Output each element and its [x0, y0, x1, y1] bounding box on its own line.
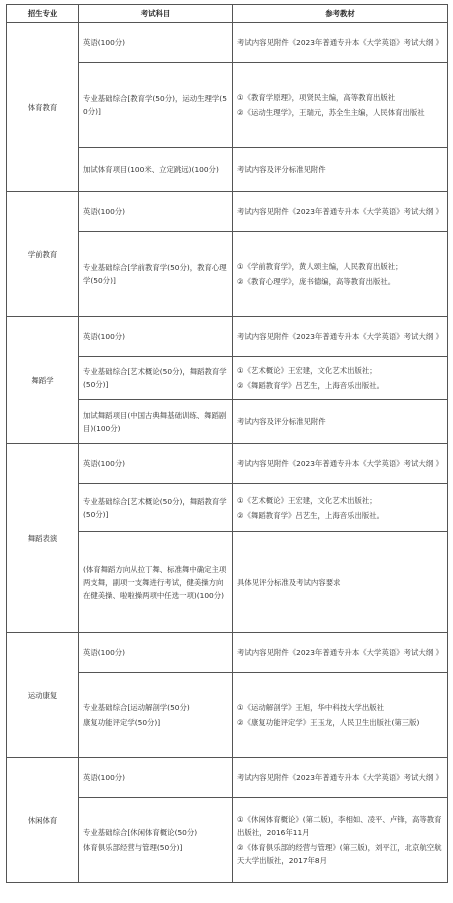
subject-cell — [79, 484, 233, 532]
material-line: 考试内容见附件《2023年普通专升本《大学英语》考试大纲 》 — [237, 648, 443, 657]
material-line: ①《学前教育学》，黄人颂主编，人民教育出版社； — [237, 262, 403, 271]
table-body — [7, 5, 448, 883]
header-subject: 考试科目 — [79, 5, 233, 23]
subject-line: 康复功能评定学(50分)] — [83, 718, 161, 727]
subject-line: 体育俱乐部经营与管理(50分)] — [83, 843, 183, 852]
subject-cell — [79, 148, 233, 192]
major-name: 休闲体育 — [7, 758, 79, 883]
major-name: 学前教育 — [7, 192, 79, 317]
material-line: ②《教育心理学》，庞书德编，高等教育出版社。 — [237, 277, 396, 286]
material-line: ①《教育学原理》，项贤民主编，高等教育出版社 — [237, 93, 396, 102]
subject-line: 英语(100分) — [83, 38, 126, 47]
material-line: ②《体育俱乐部的经营与管理》(第三版)，刘平江，北京航空航天大学出版社，2017年8月 — [237, 843, 442, 865]
major-name: 舞蹈学 — [7, 317, 79, 444]
material-line: ②《舞蹈教育学》吕艺生，上海音乐出版社。 — [237, 381, 385, 390]
subject-cell — [79, 317, 233, 357]
material-cell — [233, 484, 448, 532]
material-line: 考试内容及评分标准见附件 — [237, 165, 326, 174]
subject-cell — [79, 532, 233, 633]
material-line: 考试内容见附件《2023年普通专升本《大学英语》考试大纲 》 — [237, 207, 443, 216]
material-cell — [233, 232, 448, 317]
material-line: 考试内容及评分标准见附件 — [237, 417, 326, 426]
subject-cell — [79, 444, 233, 484]
subject-line: 专业基础综合[学前教育学(50分)，教育心理学(50分)] — [83, 263, 227, 285]
material-cell — [233, 532, 448, 633]
major-name: 舞蹈表演 — [7, 444, 79, 633]
material-cell — [233, 357, 448, 400]
subject-cell — [79, 357, 233, 400]
header-row — [7, 5, 448, 23]
header-major: 招生专业 — [7, 5, 79, 23]
subject-cell — [79, 633, 233, 673]
subject-line: 加试体育项目(100米、立定跳远)(100分) — [83, 165, 219, 174]
material-cell — [233, 758, 448, 798]
subject-line: 英语(100分) — [83, 773, 126, 782]
material-cell — [233, 798, 448, 883]
table-row — [7, 317, 448, 357]
material-cell — [233, 444, 448, 484]
subject-line: 英语(100分) — [83, 459, 126, 468]
subject-cell — [79, 758, 233, 798]
material-line: ②《康复功能评定学》王玉龙，人民卫生出版社(第三版) — [237, 718, 420, 727]
subject-cell — [79, 23, 233, 63]
material-cell — [233, 317, 448, 357]
subject-line: 专业基础综合[艺术概论(50分)，舞蹈教育学(50分)] — [83, 496, 227, 519]
subject-cell — [79, 63, 233, 148]
material-line: 具体见评分标准及考试内容要求 — [237, 577, 341, 587]
material-cell — [233, 23, 448, 63]
material-line: ①《艺术概论》王宏建，文化艺术出版社； — [237, 495, 377, 505]
table-row — [7, 192, 448, 232]
material-cell — [233, 633, 448, 673]
material-cell — [233, 400, 448, 444]
subject-cell — [79, 798, 233, 883]
table-row — [7, 444, 448, 484]
table-row — [7, 23, 448, 63]
major-name: 运动康复 — [7, 633, 79, 758]
material-line: ①《休闲体育概论》(第二版)，李相如、凌平、卢锋，高等教育出版社，2016年11月 — [237, 815, 442, 837]
subject-line: 专业基础综合[休闲体育概论(50分) — [83, 828, 198, 837]
subject-cell — [79, 192, 233, 232]
subject-line: 专业基础综合[艺术概论(50分)，舞蹈教育学(50分)] — [83, 367, 227, 389]
table-row — [7, 633, 448, 673]
subject-cell — [79, 232, 233, 317]
material-line: ①《运动解剖学》王旭，华中科技大学出版社 — [237, 703, 385, 712]
subject-line: (体育舞蹈方向从拉丁舞、标准舞中确定主项两支舞，副项一支舞进行考试，健美操方向在健美操、啦啦操两项中任选一项)(100分) — [83, 564, 227, 600]
major-name: 体育教育 — [7, 23, 79, 192]
subject-line: 专业基础综合[教育学(50分)，运动生理学(50分)] — [83, 94, 227, 116]
subject-line: 专业基础综合[运动解剖学(50分) — [83, 703, 190, 712]
subject-line: 加试舞蹈项目(中国古典舞基础训练、舞蹈剧目)(100分) — [83, 410, 227, 433]
material-cell — [233, 63, 448, 148]
material-line: 考试内容见附件《2023年普通专升本《大学英语》考试大纲 》 — [237, 773, 443, 782]
material-cell — [233, 192, 448, 232]
table-row — [7, 758, 448, 798]
exam-subjects-table — [6, 4, 448, 883]
material-line: ①《艺术概论》王宏建，文化艺术出版社； — [237, 366, 377, 375]
subject-line: 英语(100分) — [83, 207, 126, 216]
material-line: ②《运动生理学》，王瑞元，苏全生主编，人民体育出版社 — [237, 108, 425, 117]
subject-cell — [79, 673, 233, 758]
material-cell — [233, 673, 448, 758]
material-line: 考试内容见附件《2023年普通专升本《大学英语》考试大纲 》 — [237, 38, 443, 47]
material-line: ②《舞蹈教育学》吕艺生，上海音乐出版社。 — [237, 510, 385, 520]
header-material: 参考教材 — [233, 5, 448, 23]
material-cell — [233, 148, 448, 192]
subject-line: 英语(100分) — [83, 648, 126, 657]
material-line: 考试内容见附件《2023年普通专升本《大学英语》考试大纲 》 — [237, 332, 443, 341]
material-line: 考试内容见附件《2023年普通专升本《大学英语》考试大纲 》 — [237, 459, 443, 468]
subject-line: 英语(100分) — [83, 332, 126, 341]
subject-cell — [79, 400, 233, 444]
